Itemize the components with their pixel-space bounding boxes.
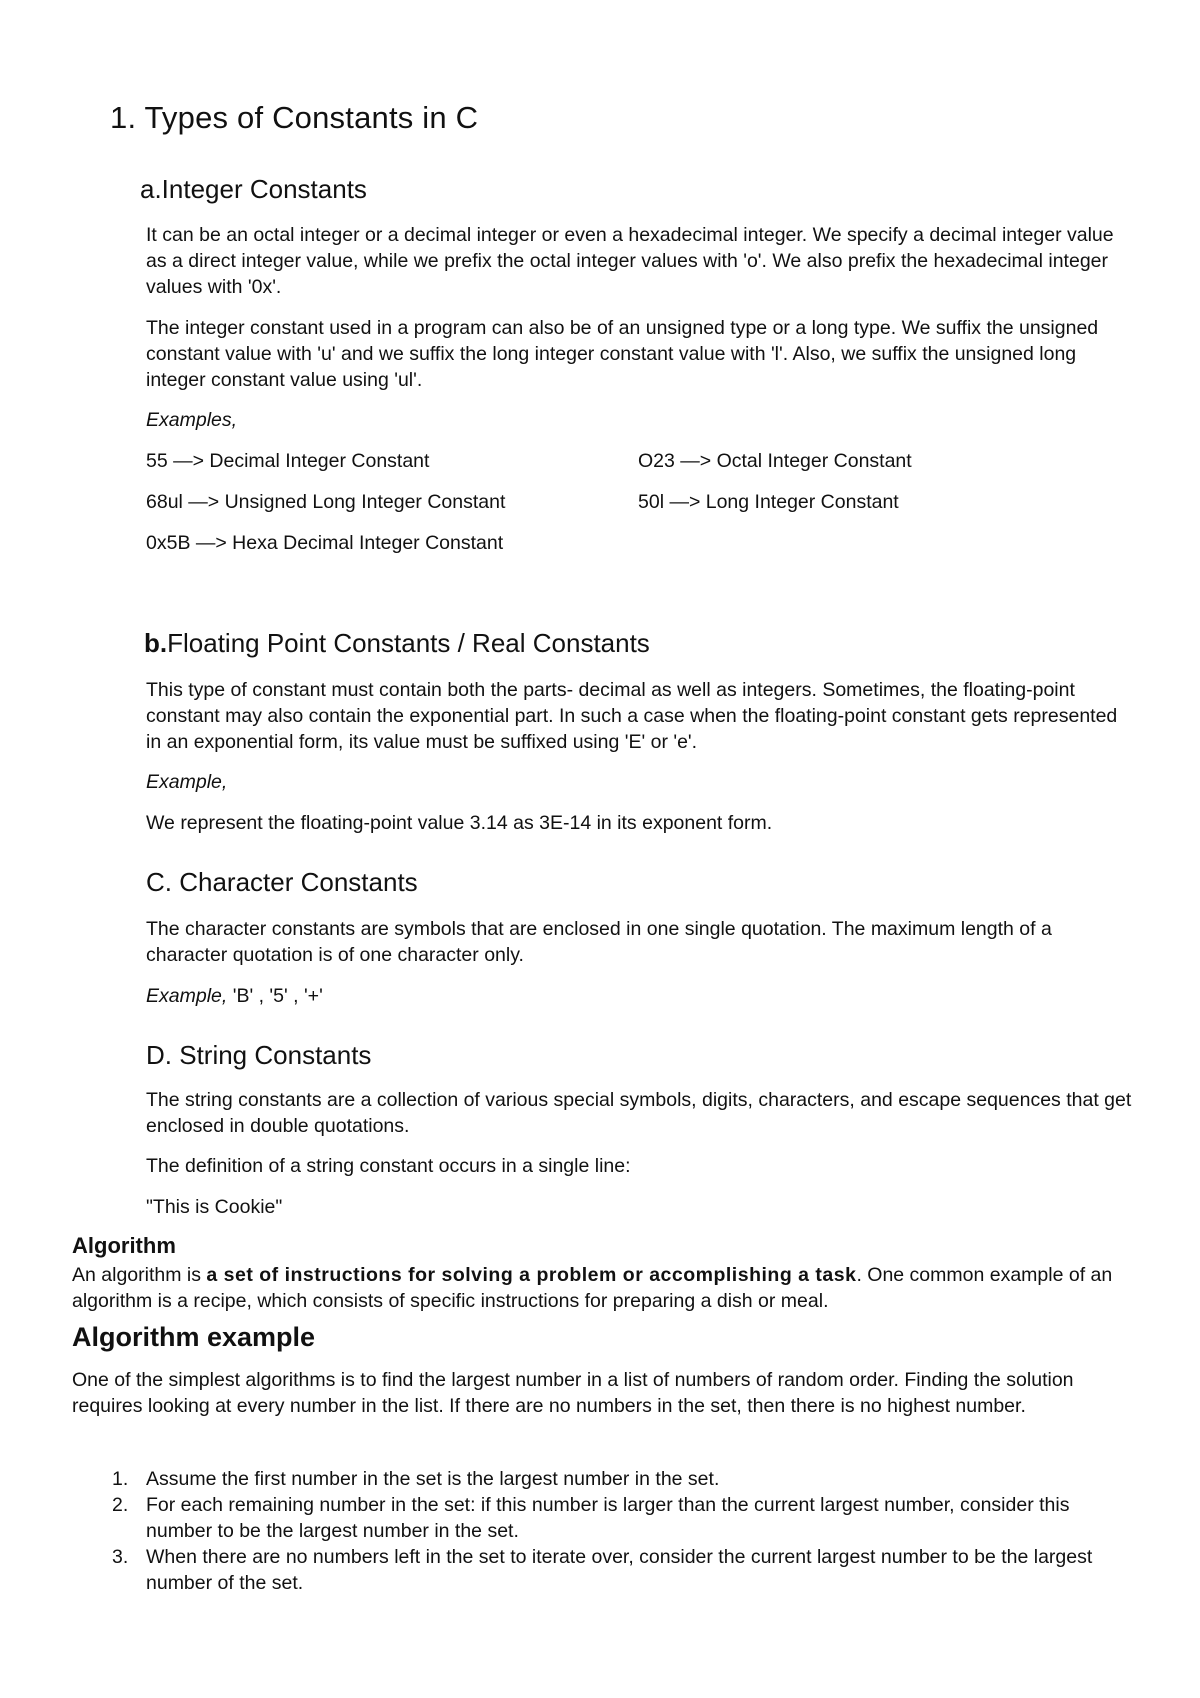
list-item-number: 2. [112,1494,129,1516]
floating-example-label: Example, [146,771,228,793]
algorithm-heading: Algorithm [72,1233,176,1258]
floating-example: We represent the floating-point value 3.14 as 3E-14 in its exponent form. [146,812,773,834]
character-paragraph: The character constants are symbols that are enclosed in one single quotation. The maximum length of a character quotation is of one character only. [146,918,1052,966]
integer-examples-label: Examples, [146,409,238,431]
list-item-number: 1. [112,1468,129,1490]
floating-constants-heading [144,628,650,659]
algorithm-example-heading: Algorithm example [72,1322,316,1352]
string-constants-heading: D. String Constants [146,1040,372,1070]
integer-constants-heading: a.Integer Constants [140,174,367,204]
character-constants-heading: C. Character Constants [146,867,418,897]
character-example: 'B' , '5' , '+' [227,985,323,1007]
algorithm-example-paragraph: One of the simplest algorithms is to find the largest number in a list of numbers of random order. Finding the solution requires looking at every number in the list. If there are no numbers in the set, then there is no highest number. [72,1369,1074,1417]
algorithm-intro-bold: a set of instructions for solving a problem or accomplishing a task [206,1264,857,1286]
example-unsigned-long: 68ul —> Unsigned Long Integer Constant [146,491,506,513]
example-long: 50l —> Long Integer Constant [638,491,899,513]
character-example-line [146,983,1136,1009]
list-item-text: Assume the first number in the set is the largest number in the set. [146,1468,720,1490]
list-item-number: 3. [112,1546,129,1568]
algorithm-intro-post: . One common example of an algorithm is a recipe, which consists of specific instructions for preparing a dish or meal. [72,1264,1113,1312]
floating-heading-lead: b. [144,628,168,658]
algorithm-steps-list [112,1466,1122,1596]
example-octal: O23 —> Octal Integer Constant [638,450,912,472]
list-item [112,1544,1122,1596]
integer-paragraph-2: The integer constant used in a program can also be of an unsigned type or a long type. We suffix the unsigned constant value with 'u' and we suffix the long integer constant value with 'l'. Also, we suffix the unsigned long integer constant value using 'ul'. [146,317,1099,391]
example-hexadecimal: 0x5B —> Hexa Decimal Integer Constant [146,532,504,554]
floating-heading-text: Floating Point Constants / Real Constants [167,628,650,658]
list-item-text: When there are no numbers left in the set to iterate over, consider the current largest number to be the largest number of the set. [146,1546,1093,1594]
string-paragraph-1: The string constants are a collection of various special symbols, digits, characters, and escape sequences that get enclosed in double quotations. [146,1089,1132,1137]
character-example-label: Example, [146,985,228,1007]
algorithm-intro-pre: An algorithm is [72,1264,207,1286]
string-paragraph-2: The definition of a string constant occurs in a single line: [146,1155,631,1177]
algorithm-intro [72,1262,1132,1314]
page-title: 1. Types of Constants in C [110,100,479,135]
integer-paragraph-1: It can be an octal integer or a decimal integer or even a hexadecimal integer. We specify a decimal integer value as a direct integer value, while we prefix the octal integer values with 'o'. We also prefix the hexadecimal integer values with '0x'. [146,224,1114,298]
list-item [112,1466,1122,1492]
floating-paragraph: This type of constant must contain both the parts- decimal as well as integers. Sometimes, the floating-point constant may also contain the exponential part. In such a case when the floating-point constant gets represented in an exponential form, its value must be suffixed using 'E' or 'e'. [146,679,1118,753]
example-decimal: 55 —> Decimal Integer Constant [146,450,430,472]
list-item [112,1492,1122,1544]
string-example: "This is Cookie" [146,1196,283,1218]
list-item-text: For each remaining number in the set: if this number is larger than the current largest number, consider this number to be the largest number in the set. [146,1494,1070,1542]
